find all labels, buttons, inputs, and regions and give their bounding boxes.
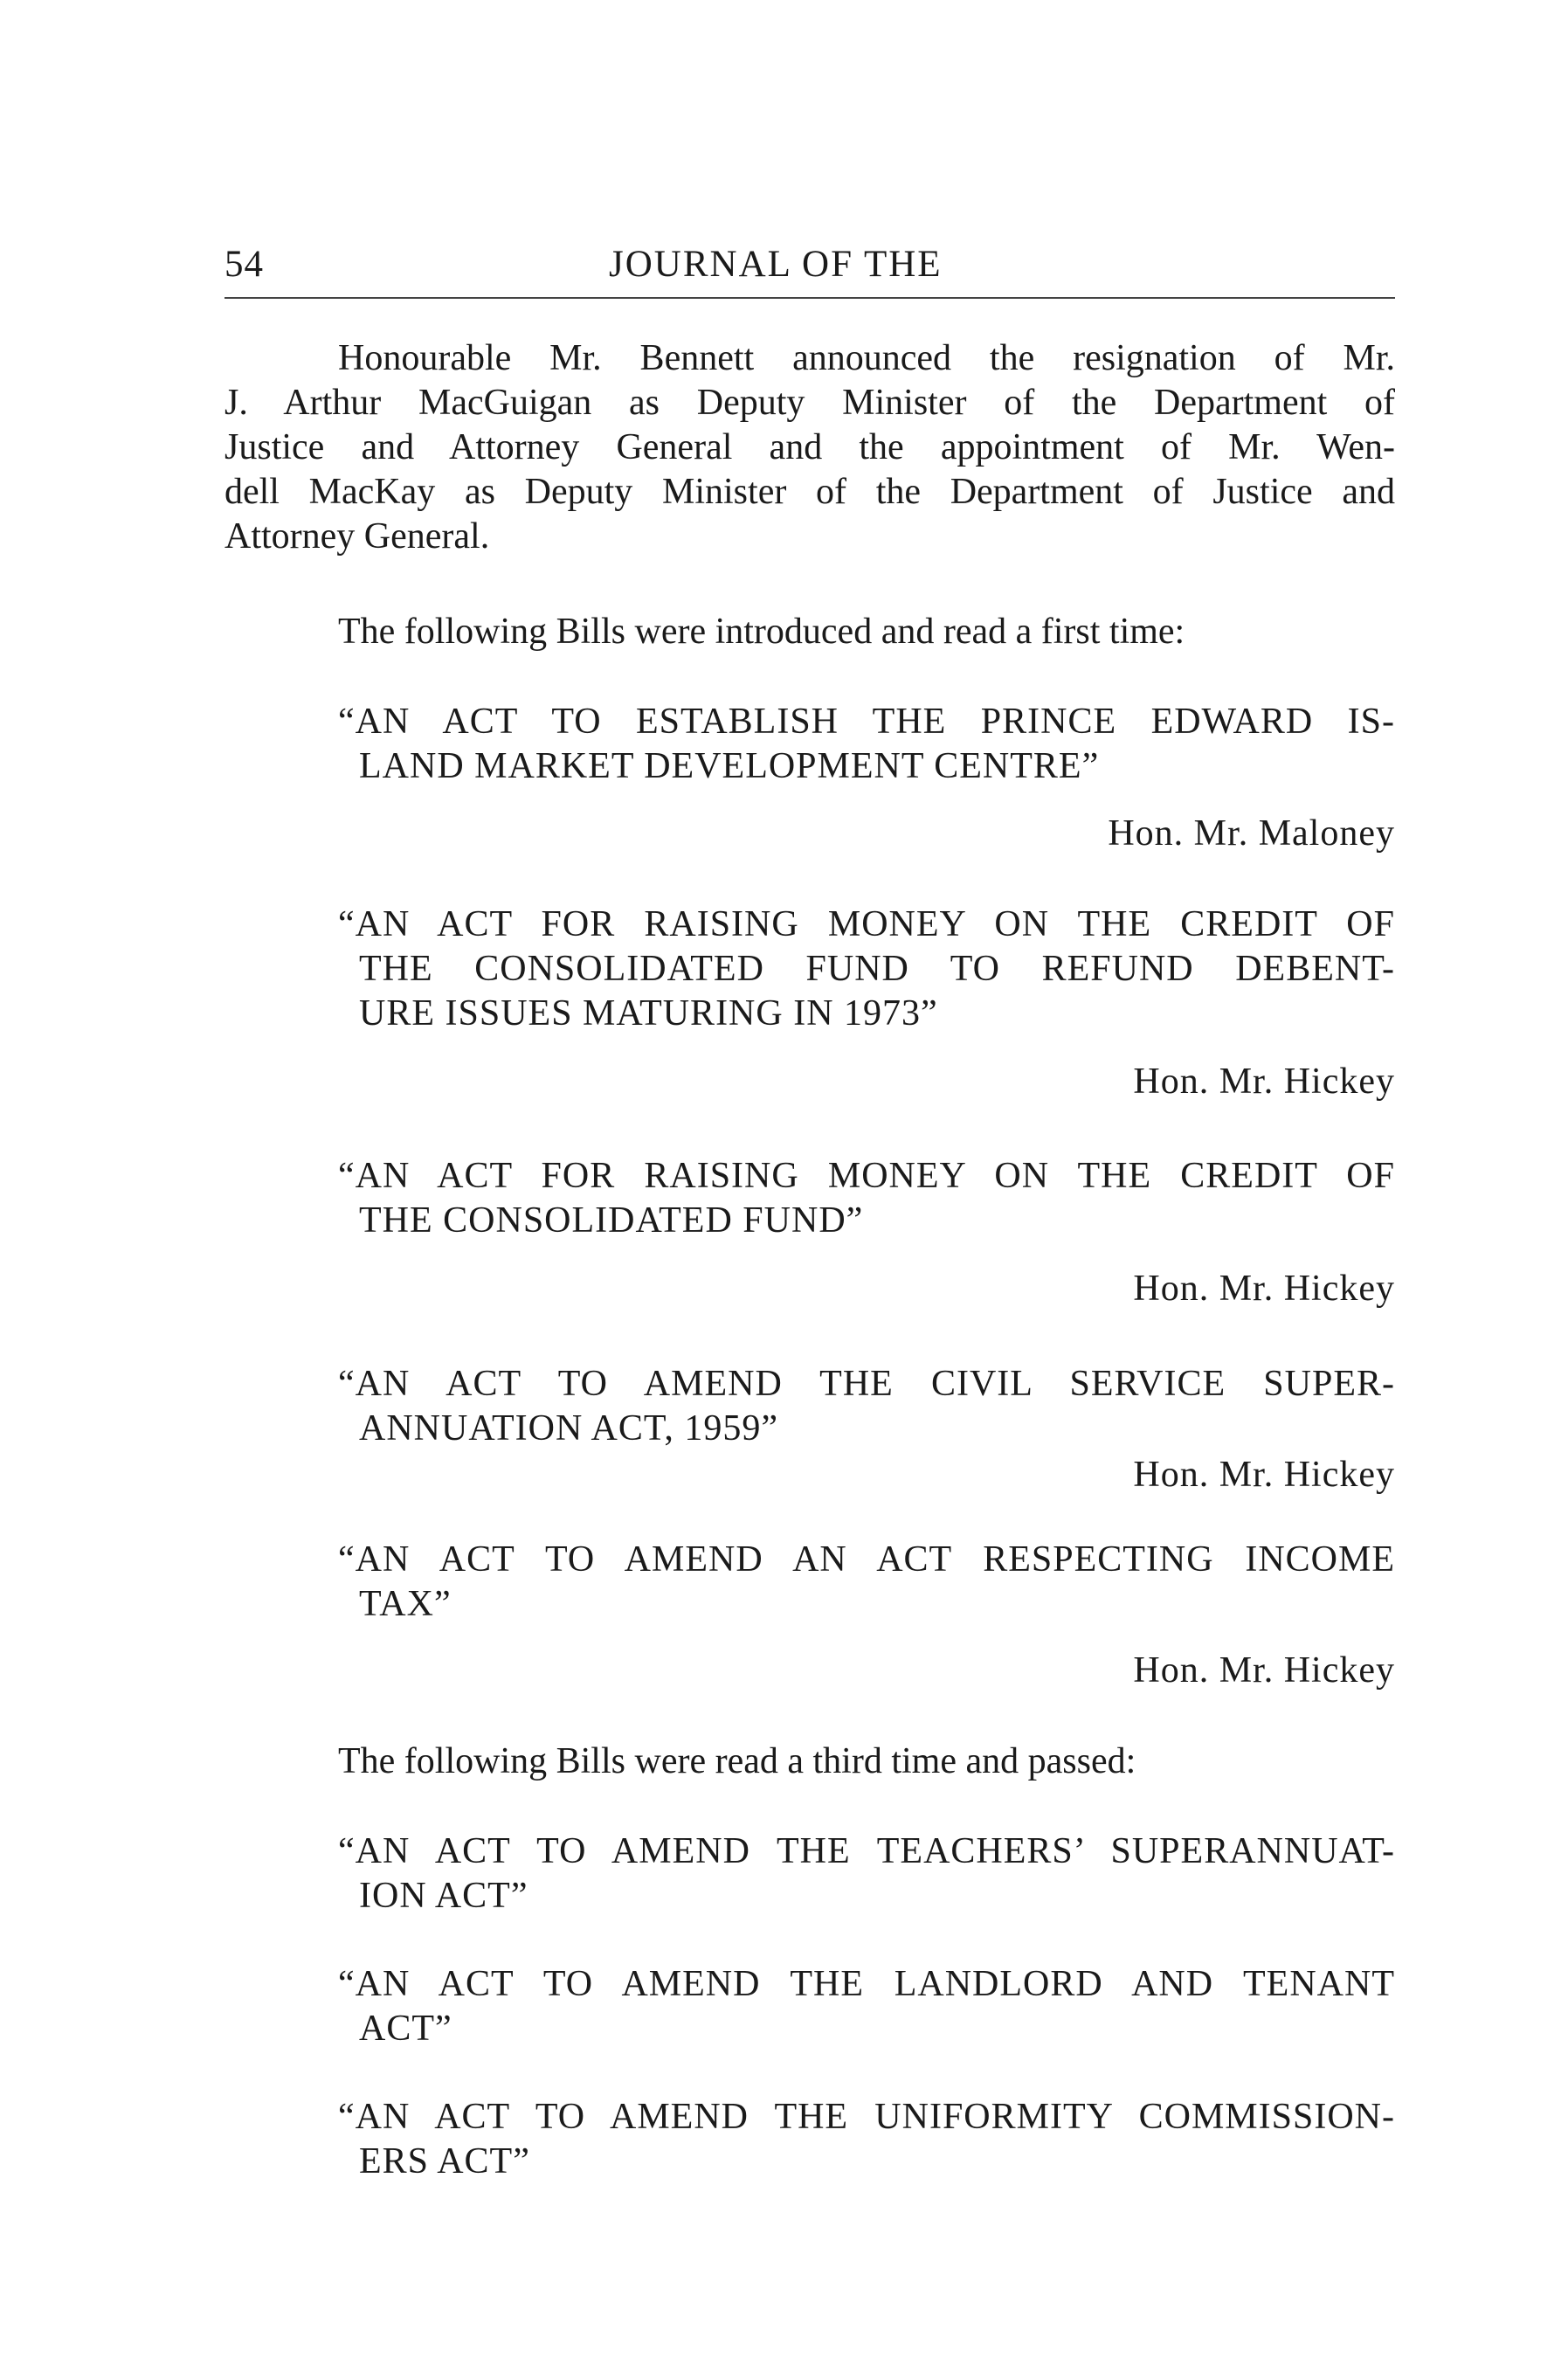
third-reading-intro: The following Bills were read a third time and passed: xyxy=(338,1741,1136,1781)
bill-sponsor: Hon. Mr. Hickey xyxy=(1133,1650,1395,1691)
announcement-line: J. Arthur MacGuigan as Deputy Minister of the Department of xyxy=(224,383,1395,423)
announcement-line: Justice and Attorney General and the appointment of Mr. Wen- xyxy=(224,427,1395,467)
bill-sponsor: Hon. Mr. Hickey xyxy=(1133,1269,1395,1309)
announcement-line: dell MacKay as Deputy Minister of the Department of Justice and xyxy=(224,472,1395,512)
bill-title-line: ACT” xyxy=(359,2009,452,2049)
bill-entry xyxy=(338,1362,1395,1451)
first-reading-intro: The following Bills were introduced and read a first time: xyxy=(338,612,1185,652)
passed-bill-entry xyxy=(338,2095,1395,2184)
bill-title-line: “AN ACT FOR RAISING MONEY ON THE CREDIT OF xyxy=(338,1156,1395,1196)
bill-title-line: ION ACT” xyxy=(359,1876,528,1916)
bill-entry xyxy=(338,1538,1395,1627)
bill-title-line: ANNUATION ACT, 1959” xyxy=(359,1408,779,1449)
bill-title-line: “AN ACT TO AMEND THE CIVIL SERVICE SUPER- xyxy=(338,1364,1395,1404)
running-head: JOURNAL OF THE xyxy=(609,244,943,285)
bill-title-line: “AN ACT TO ESTABLISH THE PRINCE EDWARD IS- xyxy=(338,702,1395,742)
bill-title-line: THE CONSOLIDATED FUND” xyxy=(359,1200,864,1241)
page-header xyxy=(224,236,1395,299)
passed-bill-entry xyxy=(338,1962,1395,2051)
bill-title-line: TAX” xyxy=(359,1584,452,1624)
bill-entry xyxy=(338,700,1395,789)
bill-sponsor: Hon. Mr. Hickey xyxy=(1133,1455,1395,1495)
bill-title-line: URE ISSUES MATURING IN 1973” xyxy=(359,993,938,1034)
announcement-line: Honourable Mr. Bennett announced the resignation of Mr. xyxy=(338,338,1395,378)
bill-title-line: “AN ACT TO AMEND THE UNIFORMITY COMMISSION- xyxy=(338,2097,1395,2137)
bill-sponsor: Hon. Mr. Hickey xyxy=(1133,1061,1395,1102)
announcement-line: Attorney General. xyxy=(224,516,490,557)
bill-title-line: “AN ACT FOR RAISING MONEY ON THE CREDIT OF xyxy=(338,904,1395,944)
bill-title-line: “AN ACT TO AMEND THE TEACHERS’ SUPERANNUAT- xyxy=(338,1831,1395,1871)
bill-title-line: “AN ACT TO AMEND AN ACT RESPECTING INCOME xyxy=(338,1539,1395,1580)
bill-entry xyxy=(338,1154,1395,1243)
bill-title-line: THE CONSOLIDATED FUND TO REFUND DEBENT- xyxy=(359,949,1395,989)
passed-bill-entry xyxy=(338,1829,1395,1919)
bill-entry xyxy=(338,902,1395,1036)
bill-sponsor: Hon. Mr. Maloney xyxy=(1108,813,1395,854)
page-number: 54 xyxy=(224,244,264,285)
bill-title-line: “AN ACT TO AMEND THE LANDLORD AND TENANT xyxy=(338,1964,1395,2004)
bill-title-line: ERS ACT” xyxy=(359,2141,530,2182)
bill-title-line: LAND MARKET DEVELOPMENT CENTRE” xyxy=(359,746,1100,786)
announcement-paragraph xyxy=(224,336,1395,559)
